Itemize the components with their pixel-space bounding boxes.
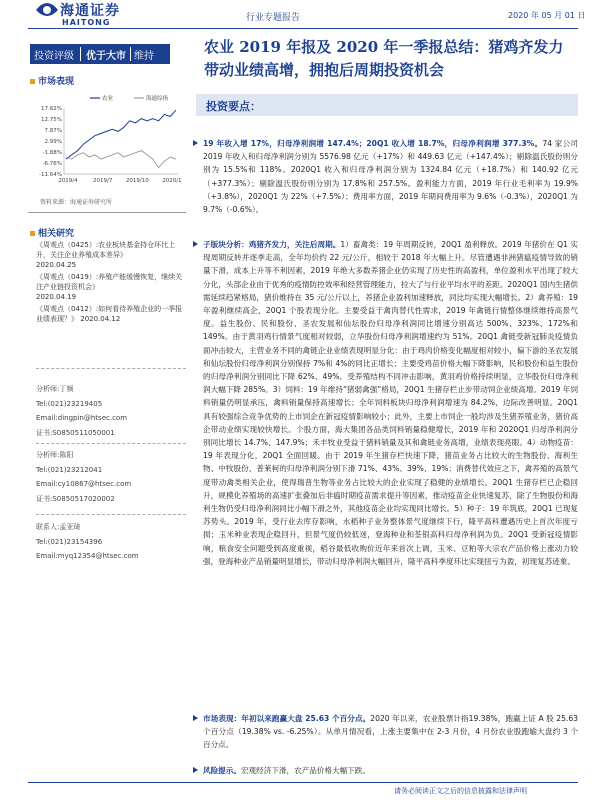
rating-label: 投资评级 [34,51,74,62]
rating-status: 维持 [134,51,154,62]
related-heading: 相关研究 [30,226,74,239]
related-item-3[interactable]: 《周观点（0412）:如何看待养殖企业的一季报业绩表现？》 2020.04.12 [36,305,183,323]
report-date: 2020 年 05 月 01 日 [508,11,586,20]
keypoint-lead: 子版块分析：鸡猪齐发力，关注后周期。 [203,240,341,249]
haitong-logo-icon [34,0,60,22]
market-chart [28,90,183,190]
left-divider [28,212,186,213]
bullet-square-icon [30,231,35,236]
keypoint-1 [203,137,578,216]
series-line-index [66,151,176,168]
triangle-bullet-icon [193,715,198,721]
rating-box [30,44,170,64]
header-divider [28,28,578,29]
analyst-email[interactable]: Email:dingpin@htsec.com [36,414,128,422]
x-tick-label: 2019/7 [92,178,113,184]
rating-value: 优于大市 [86,51,126,62]
keypoint-text: 2020 年以来，农业股票计指19.38%，跑赢上证 A 股 25.63 个百分点（19.38% vs. -6.25%）。从单月情况看，上涨主要集中在 2-3 月份，4 月份农业股跑输大盘约 3 个百分点。 [203,714,578,750]
report-category: 行业专题报告 [246,13,301,23]
logo-en: HAITONG [62,18,111,27]
bullet-square-icon [30,79,35,84]
y-tick-label: -1.88% [42,150,62,156]
triangle-bullet-icon [193,241,198,247]
analyst-email[interactable]: Email:cy10867@htsec.com [36,480,132,488]
analyst-divider [36,514,186,516]
related-item-1[interactable]: 《周观点（0425）:农业板块基金持仓环比上升，关注企业养殖成本差异》 2020.04.25 [36,241,176,269]
analyst-block-2: 分析师:陈阳 Tel:(021)23212041 Email:cy10867@htsec.com 证书:S0850517020002 [36,451,132,503]
keypoint-3 [203,712,578,752]
y-tick-label: 2.99% [44,139,62,145]
x-tick-label: 2020/1 [162,178,182,184]
legend-label: 农业 [102,96,114,102]
rating-separator [80,47,81,61]
keypoint-4 [203,764,578,777]
analyst-email[interactable]: Email:myq12354@htsec.com [36,552,139,560]
keypoint-lead: 市场表现：年初以来跑赢大盘 25.63 个百分点。 [203,714,371,723]
keypoints-heading: 投资要点： [206,100,261,113]
footer-disclaimer: 请务必阅读正文之后的信息披露和法律声明 [394,787,527,795]
keypoint-lead: 19 年收入增 17%，归母净利润增 147.4%；20Q1 收入增 18.7%，归母净利润增 377.3%。 [203,139,543,148]
related-item-2[interactable]: 《周观点（0419）:养殖产能缓慢恢复，继续关注产业链投资机会》 2020.04.19 [36,273,183,301]
triangle-bullet-icon [193,767,198,773]
keypoint-text: 74 家公司 2019 年收入和归母净利润分别为 5576.98 亿元（+17%）和 449.63 亿元（+147.4%）；剔除温氏股份则分别为 15.5%和 118%。2020Q1 收入和归母净利润分别为 1324.84 亿元（+18.7%）和 140.92 亿元（+377.3%）；剔除温氏股份则分别为 17.8%和 257.5%。盈利能力方面，2019 年行业毛利率为 19.9%（+3.8%），2020Q1 为 22%（+7.5%）；费用率方面，2019 年期间费用率为 9.6%（-0.3%），2020Q1 为 9.7%（-0.6%）。 [203,139,579,215]
chart-source: 资料来源：海通证券研究所 [40,199,113,206]
legend-label: 海通综指 [146,96,169,102]
x-tick-label: 2019/4 [58,178,78,184]
series-line-agri [66,110,176,159]
y-tick-label: 7.87% [44,128,62,134]
analyst-block-1: 分析师:丁频 Tel:(021)23219405 Email:dingpin@htsec.com 证书:S0850511050001 [36,385,128,437]
analyst-block-3: 联系人:孟亚琦 Tel:(021)23154396 Email:myq12354@htsec.com [36,520,139,564]
keypoint-2 [203,238,578,568]
footer-divider [28,782,578,783]
y-tick-label: -11.64% [39,172,62,178]
triangle-bullet-icon [193,140,198,146]
y-tick-label: 12.75% [41,117,62,123]
analyst-divider [36,443,186,445]
rating-separator [130,47,131,61]
market-heading: 市场表现 [30,74,74,87]
keypoint-text: 1）畜禽类：19 年周期反转，20Q1 盈利释放。2019 年猪价在 Q1 实现周期反转并逐季走高，全年均价约 22 元/公斤，相较于 2018 年大幅上升。尽管遭遇非洲猪瘟疫情导致的销量下滑，成本上升等不利因素，2019 年绝大多数养猪企业仍实现了历史性的高盈利，单位盈利水平出现了较大分化，头部企业由于优秀的疫情防控效率和经营管理能力，拉大了与行业平均水平的差距。2020Q1 国内生猪供需延续趋紧格局，猪价维持在 35 元/公斤以上，养猪企业盈利加速释放，同比均实现大幅增长。2）禽养殖：19 年盈利继续高企，20Q1 个股表现分化。主要受益于禽肉替代性需求，2019 年禽链行情整体继续维持高景气度。益生股份、民和股份、圣农发展和仙坛股份归母净利润同比增速分别高达 500%、323%、172%和 149%。由于黄羽鸡行情景气度相对较弱，立华股份归母净利润增速约为 51%。20Q1 禽链受新冠肺炎疫情负面冲击较大，主营业务不同的禽链企业业绩表现明显分化：由于鸡肉价格变化幅度相对较小，偏下游的圣农发展和仙坛股份归母净利润分别保持 7%和 4%的同比正增长；主要受鸡苗价格大幅下降影响，民和股份和益生股份的归母净利润分别同比下降 62%、49%。受养殖结构不同冲击影响，黄羽鸡价格持续明显，立华股份归母净利润大幅下降 285%。3）饲料：19 年维持“猪弱禽强”格局，20Q1 生猪存栏止步带动饲企业绩高增。2019 年饲料销量仍明显承压，禽料销量保持高速增长；全年饲料板块归母净利润增速为 84.2%，边际改善明显。20Q1 具有较强综合竞争优势的上市饲企在新冠疫情影响较小；此外，主要上市饲企一般均涉及生猪养殖业务，猪价高企带动业绩实现较快增长。个股方面，海大集团各品类饲料销量稳健增长，2019 年和 2020Q1 归母净利润分别同比增长 14.7%、147.9%；禾丰牧业受益于猪料销量及其和禽链业务高增，业绩表现亮眼。4）动物疫苗：19 年表现分化，20Q1 全面回暖。由于 2019 年生猪存栏快速下降，猪苗业务占比较大的生物股份、海利生物、中牧股份、普莱柯的归母净利润分别下滑 71%、43%、39%、19%；消费替代效应之下，禽养殖的高景气度带动禽类相关企业，使得瑞普生物等业务占比较大的企业实现了稳健的业绩增长。20Q1 生猪存栏已企稳回升，规模化养殖场的高速扩张叠加后非瘟时期疫苗需求提升等因素，推动疫苗企业快速复苏，除了生物股份和海利生物仍受归母净利润同比小幅下滑之外，其他疫苗企业均实现同比增长。5）种子：19 年筑底，20Q1 已现复苏势头。2019 年，受行业去库存影响，水稻种子业务整体景气度继续下行，隆平高科遭遇历史上首次年度亏损；玉米种业表现企稳回升，但景气度仍较低迷，登海种业和荃银高科归母净利润为负。20Q1 受新冠疫情影响，粮食安全问题受到高度重视，稻谷最低收购价近年来首次上调，玉米、豆粕等大宗农产品价格上涨动力较强，登海种业产品销量明显增长，带动归母净利润大幅回升，隆平高科季度环比实现扭亏为盈，初现复苏迹象。 [203,240,578,566]
x-tick-label: 2019/10 [125,178,149,184]
report-title: 农业 2019 年报及 2020 年一季报总结：猪鸡齐发力带动业绩高增，拥抱后周期投资机会 [204,38,564,79]
keypoint-lead: 风险提示。 [203,766,241,775]
y-tick-label: 17.62% [41,106,62,112]
logo-cn: 海通证券 [60,3,120,19]
keypoint-text: 宏观经济下滑，农产品价格大幅下跌。 [240,766,371,775]
y-tick-label: -6.76% [42,161,62,167]
analyst-divider [36,368,186,370]
